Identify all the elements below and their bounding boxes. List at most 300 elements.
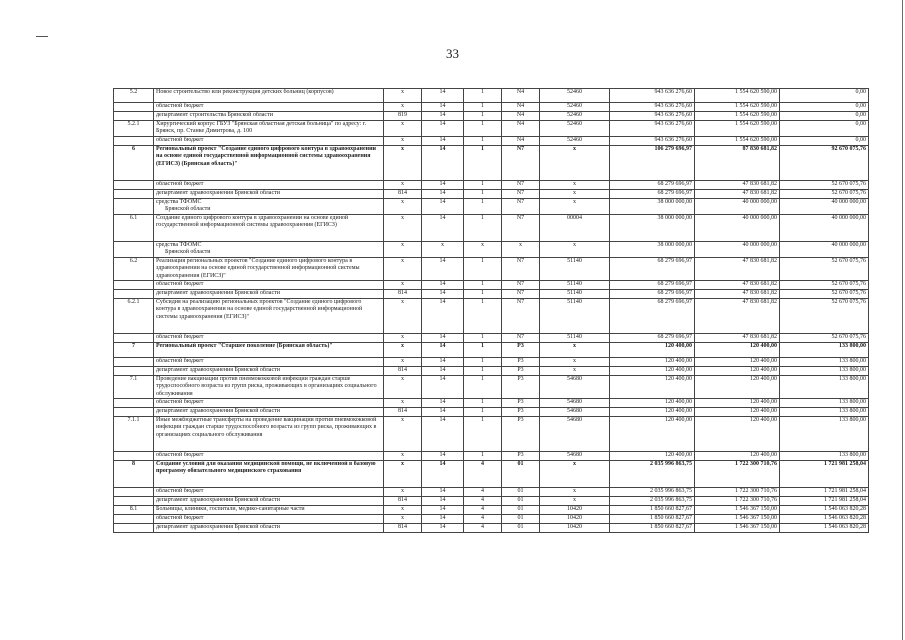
subsection-code: 4 bbox=[464, 524, 502, 533]
row-name: Реализация региональных проектов "Создание единого цифрового контура в здравоохранении на основе единой государственной информационной системы здравоохранения (ЕГИСЗ)" bbox=[154, 258, 384, 281]
row-number bbox=[114, 281, 154, 290]
section-code: 14 bbox=[422, 408, 464, 417]
direction-code: 00004 bbox=[540, 215, 610, 242]
amount-year-1: 120 400,00 bbox=[610, 408, 695, 417]
program-code: N7 bbox=[502, 146, 540, 181]
section-code: 14 bbox=[422, 112, 464, 121]
direction-code: 10420 bbox=[540, 515, 610, 524]
row-number bbox=[114, 367, 154, 376]
amount-year-1: 68 279 696,97 bbox=[610, 334, 695, 343]
row-name: Региональный проект "Старшее поколение (Брянская область)" bbox=[154, 343, 384, 358]
row-name: областной бюджет bbox=[154, 399, 384, 408]
subsection-code: 1 bbox=[464, 258, 502, 281]
page-edge bbox=[902, 0, 903, 640]
ministry-code: x bbox=[384, 334, 422, 343]
ministry-code: x bbox=[384, 181, 422, 190]
amount-year-1: 943 636 276,60 bbox=[610, 121, 695, 137]
table-row bbox=[114, 112, 869, 121]
section-code: 14 bbox=[422, 137, 464, 146]
direction-code: x bbox=[540, 488, 610, 497]
amount-year-1: 1 850 660 827,67 bbox=[610, 506, 695, 515]
ministry-code: x bbox=[384, 121, 422, 137]
table-row bbox=[114, 199, 869, 215]
ministry-code: x bbox=[384, 452, 422, 461]
amount-year-3: 1 721 981 258,04 bbox=[780, 488, 869, 497]
row-name: департамент здравоохранения Брянской области bbox=[154, 290, 384, 299]
amount-year-1: 38 000 000,00 bbox=[610, 215, 695, 242]
amount-year-1: 120 400,00 bbox=[610, 376, 695, 399]
section-code: 14 bbox=[422, 399, 464, 408]
table-row bbox=[114, 461, 869, 488]
budget-table bbox=[113, 88, 869, 533]
amount-year-3: 40 000 000,00 bbox=[780, 242, 869, 258]
amount-year-3: 0,00 bbox=[780, 137, 869, 146]
row-number bbox=[114, 452, 154, 461]
direction-code: x bbox=[540, 146, 610, 181]
row-number bbox=[114, 524, 154, 533]
amount-year-3: 1 546 063 820,28 bbox=[780, 506, 869, 515]
table-row bbox=[114, 488, 869, 497]
table-row bbox=[114, 515, 869, 524]
section-code: 14 bbox=[422, 461, 464, 488]
row-number bbox=[114, 515, 154, 524]
amount-year-1: 1 850 660 827,67 bbox=[610, 524, 695, 533]
amount-year-3: 133 800,00 bbox=[780, 399, 869, 408]
subsection-code: 1 bbox=[464, 399, 502, 408]
amount-year-3: 52 670 075,76 bbox=[780, 281, 869, 290]
row-number: 7.1.1 bbox=[114, 417, 154, 452]
program-code: P3 bbox=[502, 452, 540, 461]
direction-code: x bbox=[540, 242, 610, 258]
row-number bbox=[114, 103, 154, 112]
amount-year-1: 68 279 696,97 bbox=[610, 181, 695, 190]
program-code: x bbox=[502, 242, 540, 258]
section-code: 14 bbox=[422, 367, 464, 376]
section-code: 14 bbox=[422, 146, 464, 181]
subsection-code: 1 bbox=[464, 112, 502, 121]
amount-year-1: 38 000 000,00 bbox=[610, 242, 695, 258]
subsection-code: 1 bbox=[464, 376, 502, 399]
direction-code: 51140 bbox=[540, 334, 610, 343]
amount-year-1: 120 400,00 bbox=[610, 399, 695, 408]
table-row bbox=[114, 137, 869, 146]
amount-year-1: 943 636 276,60 bbox=[610, 103, 695, 112]
amount-year-2: 47 830 681,82 bbox=[695, 181, 780, 190]
section-code: 14 bbox=[422, 215, 464, 242]
row-number bbox=[114, 358, 154, 367]
table-row bbox=[114, 215, 869, 242]
subsection-code: 1 bbox=[464, 121, 502, 137]
table-row bbox=[114, 376, 869, 399]
amount-year-3: 1 721 981 258,04 bbox=[780, 461, 869, 488]
subsection-code: 1 bbox=[464, 343, 502, 358]
row-name: областной бюджет bbox=[154, 488, 384, 497]
amount-year-3: 133 800,00 bbox=[780, 417, 869, 452]
amount-year-1: 2 035 996 863,75 bbox=[610, 497, 695, 506]
table-row bbox=[114, 299, 869, 334]
amount-year-2: 1 722 300 710,76 bbox=[695, 488, 780, 497]
table-row bbox=[114, 358, 869, 367]
row-name: областной бюджет bbox=[154, 281, 384, 290]
direction-code: 10420 bbox=[540, 506, 610, 515]
section-code: 14 bbox=[422, 497, 464, 506]
direction-code: x bbox=[540, 199, 610, 215]
table-row bbox=[114, 242, 869, 258]
amount-year-2: 47 830 681,82 bbox=[695, 190, 780, 199]
row-name: департамент здравоохранения Брянской области bbox=[154, 367, 384, 376]
amount-year-3: 133 800,00 bbox=[780, 376, 869, 399]
ministry-code: 819 bbox=[384, 112, 422, 121]
program-code: N4 bbox=[502, 112, 540, 121]
amount-year-2: 1 554 620 590,00 bbox=[695, 137, 780, 146]
amount-year-2: 120 400,00 bbox=[695, 376, 780, 399]
table-row bbox=[114, 506, 869, 515]
table-row bbox=[114, 452, 869, 461]
subsection-code: 1 bbox=[464, 181, 502, 190]
amount-year-1: 120 400,00 bbox=[610, 417, 695, 452]
row-name: Региональный проект "Создание единого цифрового контура в здравоохранении на основе единой государственной информационной системы здравоохранения (ЕГИСЗ) (Брянская область)" bbox=[154, 146, 384, 181]
direction-code: 54680 bbox=[540, 452, 610, 461]
row-number bbox=[114, 242, 154, 258]
direction-code: 54680 bbox=[540, 376, 610, 399]
subsection-code: 1 bbox=[464, 358, 502, 367]
amount-year-3: 1 721 981 258,04 bbox=[780, 497, 869, 506]
amount-year-1: 2 035 996 863,75 bbox=[610, 488, 695, 497]
row-number: 6.2 bbox=[114, 258, 154, 281]
ministry-code: x bbox=[384, 137, 422, 146]
row-name: Хирургический корпус ГБУЗ "Брянская областная детская больница" по адресу: г. Брянск, пр. Станке Димитрова, д. 100 bbox=[154, 121, 384, 137]
direction-code: 10420 bbox=[540, 524, 610, 533]
direction-code: x bbox=[540, 461, 610, 488]
amount-year-2: 120 400,00 bbox=[695, 367, 780, 376]
subsection-code: 1 bbox=[464, 452, 502, 461]
direction-code: 51140 bbox=[540, 281, 610, 290]
amount-year-1: 2 035 996 863,75 bbox=[610, 461, 695, 488]
direction-code: x bbox=[540, 358, 610, 367]
ministry-code: x bbox=[384, 399, 422, 408]
row-name: департамент здравоохранения Брянской области bbox=[154, 524, 384, 533]
table-row bbox=[114, 281, 869, 290]
row-name: областной бюджет bbox=[154, 103, 384, 112]
amount-year-2: 1 554 620 590,00 bbox=[695, 89, 780, 103]
row-name: Создание условий для оказания медицинской помощи, не включенной в базовую программу обязательного медицинского страхования bbox=[154, 461, 384, 488]
subsection-code: 4 bbox=[464, 461, 502, 488]
amount-year-1: 38 000 000,00 bbox=[610, 199, 695, 215]
row-name: Новое строительство или реконструкция детских больниц (корпусов) bbox=[154, 89, 384, 103]
section-code: 14 bbox=[422, 417, 464, 452]
amount-year-3: 52 670 075,76 bbox=[780, 299, 869, 334]
amount-year-2: 1 546 367 150,00 bbox=[695, 524, 780, 533]
amount-year-3: 0,00 bbox=[780, 89, 869, 103]
amount-year-2: 1 722 300 710,76 bbox=[695, 461, 780, 488]
ministry-code: 814 bbox=[384, 408, 422, 417]
section-code: 14 bbox=[422, 358, 464, 367]
row-number bbox=[114, 112, 154, 121]
amount-year-1: 943 636 276,60 bbox=[610, 112, 695, 121]
ministry-code: x bbox=[384, 258, 422, 281]
row-number bbox=[114, 488, 154, 497]
amount-year-1: 68 279 696,97 bbox=[610, 290, 695, 299]
program-code: 01 bbox=[502, 524, 540, 533]
direction-code: 52460 bbox=[540, 137, 610, 146]
ministry-code: 814 bbox=[384, 190, 422, 199]
table-row bbox=[114, 290, 869, 299]
direction-code: 52460 bbox=[540, 121, 610, 137]
section-code: 14 bbox=[422, 506, 464, 515]
subsection-code: 1 bbox=[464, 199, 502, 215]
row-number bbox=[114, 408, 154, 417]
direction-code: x bbox=[540, 367, 610, 376]
section-code: 14 bbox=[422, 524, 464, 533]
amount-year-3: 52 670 075,76 bbox=[780, 190, 869, 199]
ministry-code: x bbox=[384, 376, 422, 399]
subsection-code: 1 bbox=[464, 215, 502, 242]
row-number: 6.2.1 bbox=[114, 299, 154, 334]
ministry-code: x bbox=[384, 343, 422, 358]
ministry-code: x bbox=[384, 146, 422, 181]
section-code: 14 bbox=[422, 376, 464, 399]
subsection-code: 1 bbox=[464, 417, 502, 452]
subsection-code: 1 bbox=[464, 299, 502, 334]
row-name: областной бюджет bbox=[154, 515, 384, 524]
program-code: P3 bbox=[502, 358, 540, 367]
program-code: 01 bbox=[502, 488, 540, 497]
section-code: 14 bbox=[422, 515, 464, 524]
subsection-code: 1 bbox=[464, 281, 502, 290]
direction-code: 54680 bbox=[540, 408, 610, 417]
amount-year-3: 1 546 063 820,28 bbox=[780, 515, 869, 524]
amount-year-2: 40 000 000,00 bbox=[695, 242, 780, 258]
amount-year-3: 133 800,00 bbox=[780, 408, 869, 417]
amount-year-2: 47 830 681,82 bbox=[695, 281, 780, 290]
amount-year-3: 133 800,00 bbox=[780, 358, 869, 367]
table-row bbox=[114, 524, 869, 533]
row-name: Больницы, клиники, госпитали, медико-санитарные части bbox=[154, 506, 384, 515]
amount-year-2: 47 830 681,82 bbox=[695, 334, 780, 343]
amount-year-3: 0,00 bbox=[780, 112, 869, 121]
direction-code: x bbox=[540, 190, 610, 199]
ministry-code: x bbox=[384, 199, 422, 215]
row-number bbox=[114, 199, 154, 215]
program-code: N7 bbox=[502, 199, 540, 215]
section-code: 14 bbox=[422, 121, 464, 137]
row-name: областной бюджет bbox=[154, 334, 384, 343]
row-number: 7.1 bbox=[114, 376, 154, 399]
amount-year-2: 1 546 367 150,00 bbox=[695, 506, 780, 515]
program-code: N7 bbox=[502, 190, 540, 199]
amount-year-3: 133 800,00 bbox=[780, 367, 869, 376]
amount-year-3: 133 800,00 bbox=[780, 343, 869, 358]
section-code: 14 bbox=[422, 488, 464, 497]
row-name: областной бюджет bbox=[154, 452, 384, 461]
program-code: N7 bbox=[502, 258, 540, 281]
table-row bbox=[114, 258, 869, 281]
subsection-code: 4 bbox=[464, 488, 502, 497]
direction-code: x bbox=[540, 497, 610, 506]
section-code: 14 bbox=[422, 258, 464, 281]
subsection-code: 1 bbox=[464, 146, 502, 181]
amount-year-1: 120 400,00 bbox=[610, 452, 695, 461]
direction-code: 51140 bbox=[540, 258, 610, 281]
amount-year-2: 87 830 681,82 bbox=[695, 146, 780, 181]
table-row bbox=[114, 103, 869, 112]
amount-year-2: 1 554 620 590,00 bbox=[695, 121, 780, 137]
table-row bbox=[114, 89, 869, 103]
amount-year-3: 52 670 075,76 bbox=[780, 258, 869, 281]
row-number: 8 bbox=[114, 461, 154, 488]
section-code: 14 bbox=[422, 343, 464, 358]
row-name: средства ТФОМС Брянской области bbox=[154, 199, 384, 215]
subsection-code: x bbox=[464, 242, 502, 258]
row-number bbox=[114, 290, 154, 299]
section-code: 14 bbox=[422, 299, 464, 334]
amount-year-2: 1 722 300 710,76 bbox=[695, 497, 780, 506]
program-code: 01 bbox=[502, 497, 540, 506]
amount-year-3: 52 670 075,76 bbox=[780, 290, 869, 299]
amount-year-2: 1 554 620 590,00 bbox=[695, 112, 780, 121]
direction-code: 54680 bbox=[540, 417, 610, 452]
row-number: 6.1 bbox=[114, 215, 154, 242]
amount-year-1: 68 279 696,97 bbox=[610, 258, 695, 281]
section-code: 14 bbox=[422, 181, 464, 190]
section-code: 14 bbox=[422, 334, 464, 343]
ministry-code: x bbox=[384, 515, 422, 524]
amount-year-2: 1 554 620 590,00 bbox=[695, 103, 780, 112]
table-row bbox=[114, 399, 869, 408]
direction-code: 51140 bbox=[540, 299, 610, 334]
amount-year-2: 47 830 681,82 bbox=[695, 258, 780, 281]
direction-code: x bbox=[540, 181, 610, 190]
table-body bbox=[114, 89, 869, 533]
program-code: N4 bbox=[502, 89, 540, 103]
subsection-code: 4 bbox=[464, 515, 502, 524]
ministry-code: x bbox=[384, 488, 422, 497]
table-row bbox=[114, 497, 869, 506]
section-code: 14 bbox=[422, 89, 464, 103]
ministry-code: x bbox=[384, 103, 422, 112]
table-row bbox=[114, 408, 869, 417]
ministry-code: 814 bbox=[384, 367, 422, 376]
row-number bbox=[114, 399, 154, 408]
direction-code: x bbox=[540, 343, 610, 358]
program-code: 01 bbox=[502, 506, 540, 515]
amount-year-1: 943 636 276,60 bbox=[610, 137, 695, 146]
amount-year-2: 40 000 000,00 bbox=[695, 215, 780, 242]
ministry-code: 814 bbox=[384, 290, 422, 299]
program-code: N4 bbox=[502, 121, 540, 137]
subsection-code: 4 bbox=[464, 497, 502, 506]
section-code: 14 bbox=[422, 199, 464, 215]
subsection-code: 1 bbox=[464, 367, 502, 376]
program-code: N7 bbox=[502, 181, 540, 190]
direction-code: 52460 bbox=[540, 89, 610, 103]
amount-year-3: 0,00 bbox=[780, 103, 869, 112]
amount-year-3: 52 670 075,76 bbox=[780, 181, 869, 190]
program-code: 01 bbox=[502, 461, 540, 488]
amount-year-1: 943 636 276,60 bbox=[610, 89, 695, 103]
row-number: 6 bbox=[114, 146, 154, 181]
row-name: средства ТФОМС Брянской области bbox=[154, 242, 384, 258]
subsection-code: 1 bbox=[464, 137, 502, 146]
section-code: x bbox=[422, 242, 464, 258]
table-row bbox=[114, 343, 869, 358]
section-code: 14 bbox=[422, 190, 464, 199]
subsection-code: 4 bbox=[464, 506, 502, 515]
row-name: департамент строительства Брянской области bbox=[154, 112, 384, 121]
subsection-code: 1 bbox=[464, 190, 502, 199]
row-number: 5.2.1 bbox=[114, 121, 154, 137]
page-number: 33 bbox=[446, 46, 459, 61]
ministry-code: x bbox=[384, 281, 422, 290]
program-code: N7 bbox=[502, 290, 540, 299]
row-number: 5.2 bbox=[114, 89, 154, 103]
ministry-code: x bbox=[384, 506, 422, 515]
ministry-code: 814 bbox=[384, 524, 422, 533]
amount-year-3: 1 546 063 820,28 bbox=[780, 524, 869, 533]
row-number: 7 bbox=[114, 343, 154, 358]
direction-code: 52460 bbox=[540, 103, 610, 112]
table-row bbox=[114, 367, 869, 376]
program-code: N7 bbox=[502, 299, 540, 334]
ministry-code: x bbox=[384, 358, 422, 367]
amount-year-1: 1 850 660 827,67 bbox=[610, 515, 695, 524]
ministry-code: x bbox=[384, 299, 422, 334]
row-name: Иные межбюджетные трансферты на проведение вакцинации против пневмококковой инфекции граждан старше трудоспособного возраста из групп риска, проживающих в организациях социального обслуживания bbox=[154, 417, 384, 452]
table-row bbox=[114, 121, 869, 137]
amount-year-2: 120 400,00 bbox=[695, 408, 780, 417]
amount-year-3: 0,00 bbox=[780, 121, 869, 137]
amount-year-1: 120 400,00 bbox=[610, 358, 695, 367]
row-name: областной бюджет bbox=[154, 181, 384, 190]
program-code: N7 bbox=[502, 334, 540, 343]
ministry-code: 814 bbox=[384, 497, 422, 506]
program-code: N7 bbox=[502, 215, 540, 242]
amount-year-2: 120 400,00 bbox=[695, 452, 780, 461]
row-number bbox=[114, 137, 154, 146]
row-number: 8.1 bbox=[114, 506, 154, 515]
amount-year-1: 68 279 696,97 bbox=[610, 299, 695, 334]
subsection-code: 1 bbox=[464, 408, 502, 417]
amount-year-3: 40 000 000,00 bbox=[780, 215, 869, 242]
table-row bbox=[114, 146, 869, 181]
amount-year-2: 40 000 000,00 bbox=[695, 199, 780, 215]
amount-year-3: 52 670 075,76 bbox=[780, 334, 869, 343]
row-number bbox=[114, 190, 154, 199]
program-code: N7 bbox=[502, 281, 540, 290]
row-name: Субсидия на реализацию региональных проектов "Создание единого цифрового контура в здравоохранении на основе единой государственной информационной системы здравоохранения (ЕГИСЗ)" bbox=[154, 299, 384, 334]
amount-year-2: 120 400,00 bbox=[695, 358, 780, 367]
amount-year-3: 40 000 000,00 bbox=[780, 199, 869, 215]
subsection-code: 1 bbox=[464, 103, 502, 112]
row-number bbox=[114, 497, 154, 506]
program-code: N4 bbox=[502, 103, 540, 112]
row-name: департамент здравоохранения Брянской области bbox=[154, 497, 384, 506]
ministry-code: x bbox=[384, 215, 422, 242]
subsection-code: 1 bbox=[464, 334, 502, 343]
ministry-code: x bbox=[384, 417, 422, 452]
row-name: департамент здравоохранения Брянской области bbox=[154, 190, 384, 199]
amount-year-2: 120 400,00 bbox=[695, 399, 780, 408]
amount-year-3: 92 670 075,76 bbox=[780, 146, 869, 181]
section-code: 14 bbox=[422, 103, 464, 112]
program-code: P3 bbox=[502, 343, 540, 358]
amount-year-1: 68 279 696,97 bbox=[610, 190, 695, 199]
subsection-code: 1 bbox=[464, 89, 502, 103]
section-code: 14 bbox=[422, 281, 464, 290]
row-number bbox=[114, 334, 154, 343]
program-code: N4 bbox=[502, 137, 540, 146]
amount-year-1: 68 279 696,97 bbox=[610, 281, 695, 290]
